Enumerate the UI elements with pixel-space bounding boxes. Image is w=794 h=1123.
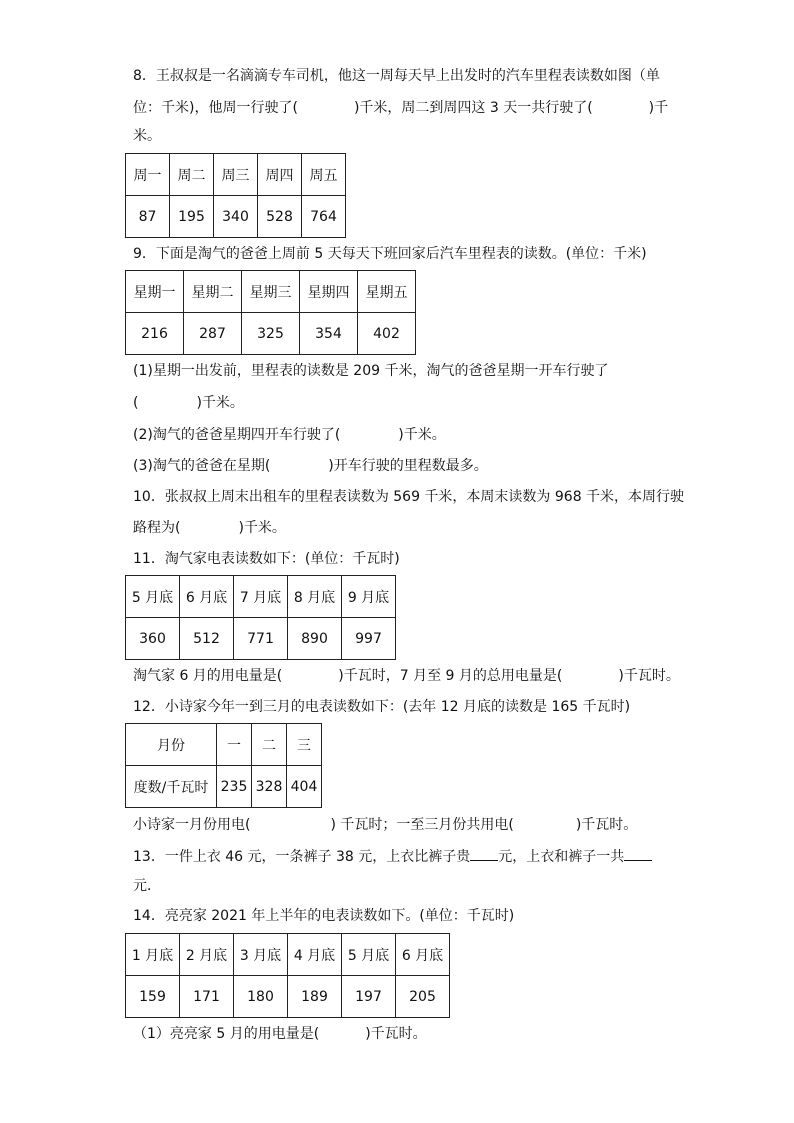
table-cell: 404	[287, 766, 322, 808]
q8-odometer-table	[125, 153, 346, 238]
table-header-cell: 星期四	[300, 271, 358, 313]
table-cell: 360	[126, 618, 180, 660]
q13-text: 13．一件上衣 46 元，一条裤子 38 元，上衣比裤子贵	[133, 849, 471, 865]
table-cell: 325	[242, 313, 300, 355]
q9-text: (2)淘气的爸爸星期四开车行驶了(	[133, 427, 341, 443]
q11-text: )千瓦时，7 月至 9 月的总用电量是(	[338, 668, 563, 684]
table-cell: 328	[252, 766, 287, 808]
q9-part2	[133, 425, 446, 445]
table-cell: 180	[234, 976, 288, 1018]
table-header-cell: 三	[287, 724, 322, 766]
q14-part1	[133, 1024, 427, 1044]
q12-line1: 12．小诗家今年一到三月的电表读数如下：(去年 12 月底的读数是 165 千瓦时)	[133, 699, 631, 715]
q13-line1	[133, 846, 652, 867]
table-header-cell: 周三	[214, 154, 258, 196]
table-header-cell: 9 月底	[342, 576, 396, 618]
table-cell: 771	[234, 618, 288, 660]
table-header-cell: 星期五	[358, 271, 416, 313]
table-header-cell: 周四	[258, 154, 302, 196]
table-cell: 216	[126, 313, 184, 355]
q9-text: )千米。	[398, 427, 446, 443]
table-row	[126, 196, 346, 238]
q9-part1-line1: (1)星期一出发前，里程表的读数是 209 千米，淘气的爸爸星期一开车行驶了	[133, 363, 609, 379]
q12-text: ) 千瓦时；一至三月份共用电(	[330, 817, 514, 833]
table-cell: 764	[302, 196, 346, 238]
q14-meter-table	[125, 933, 450, 1018]
table-header-cell: 5 月底	[342, 934, 396, 976]
q11-line1: 11．淘气家电表读数如下：(单位：千瓦时)	[133, 551, 400, 567]
q9-text: (3)淘气的爸爸在星期(	[133, 458, 271, 474]
table-header-cell: 6 月底	[180, 576, 234, 618]
table-header-cell: 月份	[126, 724, 217, 766]
q8-text-b: )千米，周二到周四这 3 天一共行驶了(	[353, 100, 593, 116]
q13-text: 元，上衣和裤子一共	[498, 849, 625, 865]
table-row	[126, 313, 416, 355]
table-cell: 528	[258, 196, 302, 238]
table-header-cell: 星期二	[184, 271, 242, 313]
q9-odometer-table	[125, 270, 416, 355]
q14-line1: 14．亮亮家 2021 年上半年的电表读数如下。(单位：千瓦时)	[133, 908, 515, 924]
table-cell: 340	[214, 196, 258, 238]
table-row	[126, 576, 396, 618]
table-cell: 402	[358, 313, 416, 355]
q11-meter-table	[125, 575, 396, 660]
table-cell: 354	[300, 313, 358, 355]
q8-line1: 8．王叔叔是一名滴滴专车司机，他这一周每天早上出发时的汽车里程表读数如图（单	[133, 68, 660, 84]
table-header-cell: 一	[217, 724, 252, 766]
table-cell: 87	[126, 196, 170, 238]
q10-text: 路程为(	[133, 520, 181, 536]
q10-line1: 10．张叔叔上周末出租车的里程表读数为 569 千米，本周末读数为 968 千米，本周行驶	[133, 489, 685, 505]
table-header-cell: 周二	[170, 154, 214, 196]
table-header-cell: 7 月底	[234, 576, 288, 618]
table-cell: 195	[170, 196, 214, 238]
q8-line3: 米。	[133, 128, 161, 144]
table-row	[126, 976, 450, 1018]
table-row	[126, 271, 416, 313]
q9-text: )开车行驶的里程数最多。	[328, 458, 488, 474]
table-cell: 235	[217, 766, 252, 808]
table-header-cell: 星期一	[126, 271, 184, 313]
q12-line2	[133, 815, 637, 835]
table-header-cell: 8 月底	[288, 576, 342, 618]
table-cell: 度数/千瓦时	[126, 766, 217, 808]
table-header-cell: 4 月底	[288, 934, 342, 976]
table-header-cell: 3 月底	[234, 934, 288, 976]
table-header-cell: 周一	[126, 154, 170, 196]
table-cell: 197	[342, 976, 396, 1018]
table-cell: 171	[180, 976, 234, 1018]
q10-line2	[133, 518, 286, 538]
table-cell: 205	[396, 976, 450, 1018]
table-cell: 512	[180, 618, 234, 660]
table-cell: 997	[342, 618, 396, 660]
table-cell: 287	[184, 313, 242, 355]
q9-part1-line2	[133, 393, 244, 413]
q10-text: )千米。	[238, 520, 286, 536]
table-row	[126, 618, 396, 660]
q13-answer-blank-2[interactable]	[624, 846, 652, 861]
table-row	[126, 154, 346, 196]
table-header-cell: 6 月底	[396, 934, 450, 976]
table-header-cell: 星期三	[242, 271, 300, 313]
q9-text: (	[133, 395, 139, 411]
q8-text-a: 位：千米)，他周一行驶了(	[133, 100, 298, 116]
q11-text: )千瓦时。	[618, 668, 680, 684]
q12-text: 小诗家一月份用电(	[133, 817, 251, 833]
q14-text: （1）亮亮家 5 月的用电量是(	[133, 1026, 320, 1042]
table-cell: 159	[126, 976, 180, 1018]
q11-text: 淘气家 6 月的用电量是(	[133, 668, 283, 684]
q13-line2: 元．	[133, 878, 161, 894]
q8-line2	[133, 98, 668, 118]
table-cell: 189	[288, 976, 342, 1018]
table-header-cell: 周五	[302, 154, 346, 196]
q9-line1: 9．下面是淘气的爸爸上周前 5 天每天下班回家后汽车里程表的读数。(单位：千米)	[133, 246, 647, 262]
q13-answer-blank-1[interactable]	[470, 846, 498, 861]
table-row	[126, 724, 322, 766]
table-header-cell: 二	[252, 724, 287, 766]
q8-text-c: )千	[648, 100, 669, 116]
q12-text: )千瓦时。	[575, 817, 638, 833]
table-header-cell: 5 月底	[126, 576, 180, 618]
table-cell: 890	[288, 618, 342, 660]
table-row	[126, 766, 322, 808]
q12-meter-table	[125, 723, 322, 808]
table-row	[126, 934, 450, 976]
q9-part3	[133, 456, 488, 476]
q11-line2	[133, 666, 680, 686]
q14-text: )千瓦时。	[365, 1026, 427, 1042]
table-header-cell: 2 月底	[180, 934, 234, 976]
table-header-cell: 1 月底	[126, 934, 180, 976]
q9-text: )千米。	[196, 395, 244, 411]
